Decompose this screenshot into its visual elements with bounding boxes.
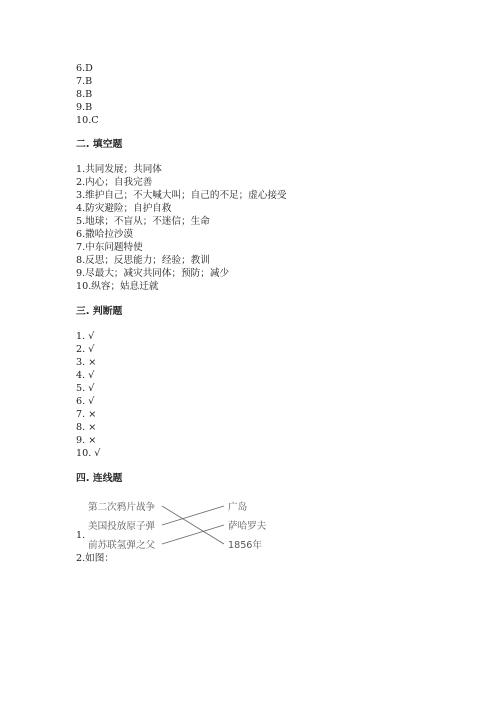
match-right-1: 广岛 [228, 502, 248, 513]
fill-answer-1: 1.共同发展；共同体 [76, 164, 162, 175]
judge-answer-1: 1. √ [76, 331, 95, 342]
match-section-heading: 四. 连线题 [76, 473, 123, 484]
match-left-3: 前苏联氢弹之父 [88, 540, 156, 551]
judge-answer-2: 2. √ [76, 344, 95, 355]
judge-answer-5: 5. √ [76, 383, 95, 394]
judge-answer-4: 4. √ [76, 370, 95, 381]
match-right-3: 1856年 [228, 540, 263, 551]
judge-answer-7: 7. × [76, 409, 97, 420]
judge-answer-8: 8. × [76, 422, 97, 433]
match-item-1-label: 1. [76, 530, 86, 541]
fill-answer-9: 9.尽最大；减灾共同体；预防；减少 [76, 268, 230, 279]
judge-answer-3: 3. × [76, 357, 97, 368]
fill-answer-10: 10.纵容；姑息迁就 [76, 281, 159, 292]
fill-answer-7: 7.中东问题特使 [76, 242, 143, 253]
choice-answer-8: 8.B [76, 89, 93, 100]
judge-answer-9: 9. × [76, 435, 97, 446]
matching-diagram [74, 496, 294, 552]
judge-section-heading: 三. 判断题 [76, 306, 123, 317]
judge-answer-10: 10. √ [76, 448, 101, 459]
fill-answer-8: 8.反思；反思能力；经验；教训 [76, 255, 210, 266]
match-line-3 [162, 525, 224, 544]
match-left-1: 第二次鸦片战争 [88, 502, 156, 513]
fill-answer-5: 5.地球；不盲从；不迷信；生命 [76, 216, 210, 227]
choice-answer-7: 7.B [76, 76, 93, 87]
fill-answer-2: 2.内心；自我完善 [76, 177, 153, 188]
fill-answer-4: 4.防灾避险；自护自救 [76, 203, 172, 214]
choice-answer-10: 10.C [76, 115, 99, 126]
match-item-2-label: 2.如图： [76, 553, 114, 564]
fill-answer-3: 3.维护自己；不大喊大叫；自己的不足；虚心接受 [76, 190, 287, 201]
fill-answer-6: 6.撒哈拉沙漠 [76, 229, 134, 240]
match-left-2: 美国投放原子弹 [88, 521, 156, 532]
match-line-2 [162, 506, 224, 525]
match-line-1 [162, 506, 224, 544]
match-right-2: 萨哈罗夫 [228, 521, 267, 532]
fill-section-heading: 二. 填空题 [76, 139, 123, 150]
choice-answer-9: 9.B [76, 102, 93, 113]
choice-answer-6: 6.D [76, 63, 93, 74]
judge-answer-6: 6. √ [76, 396, 95, 407]
